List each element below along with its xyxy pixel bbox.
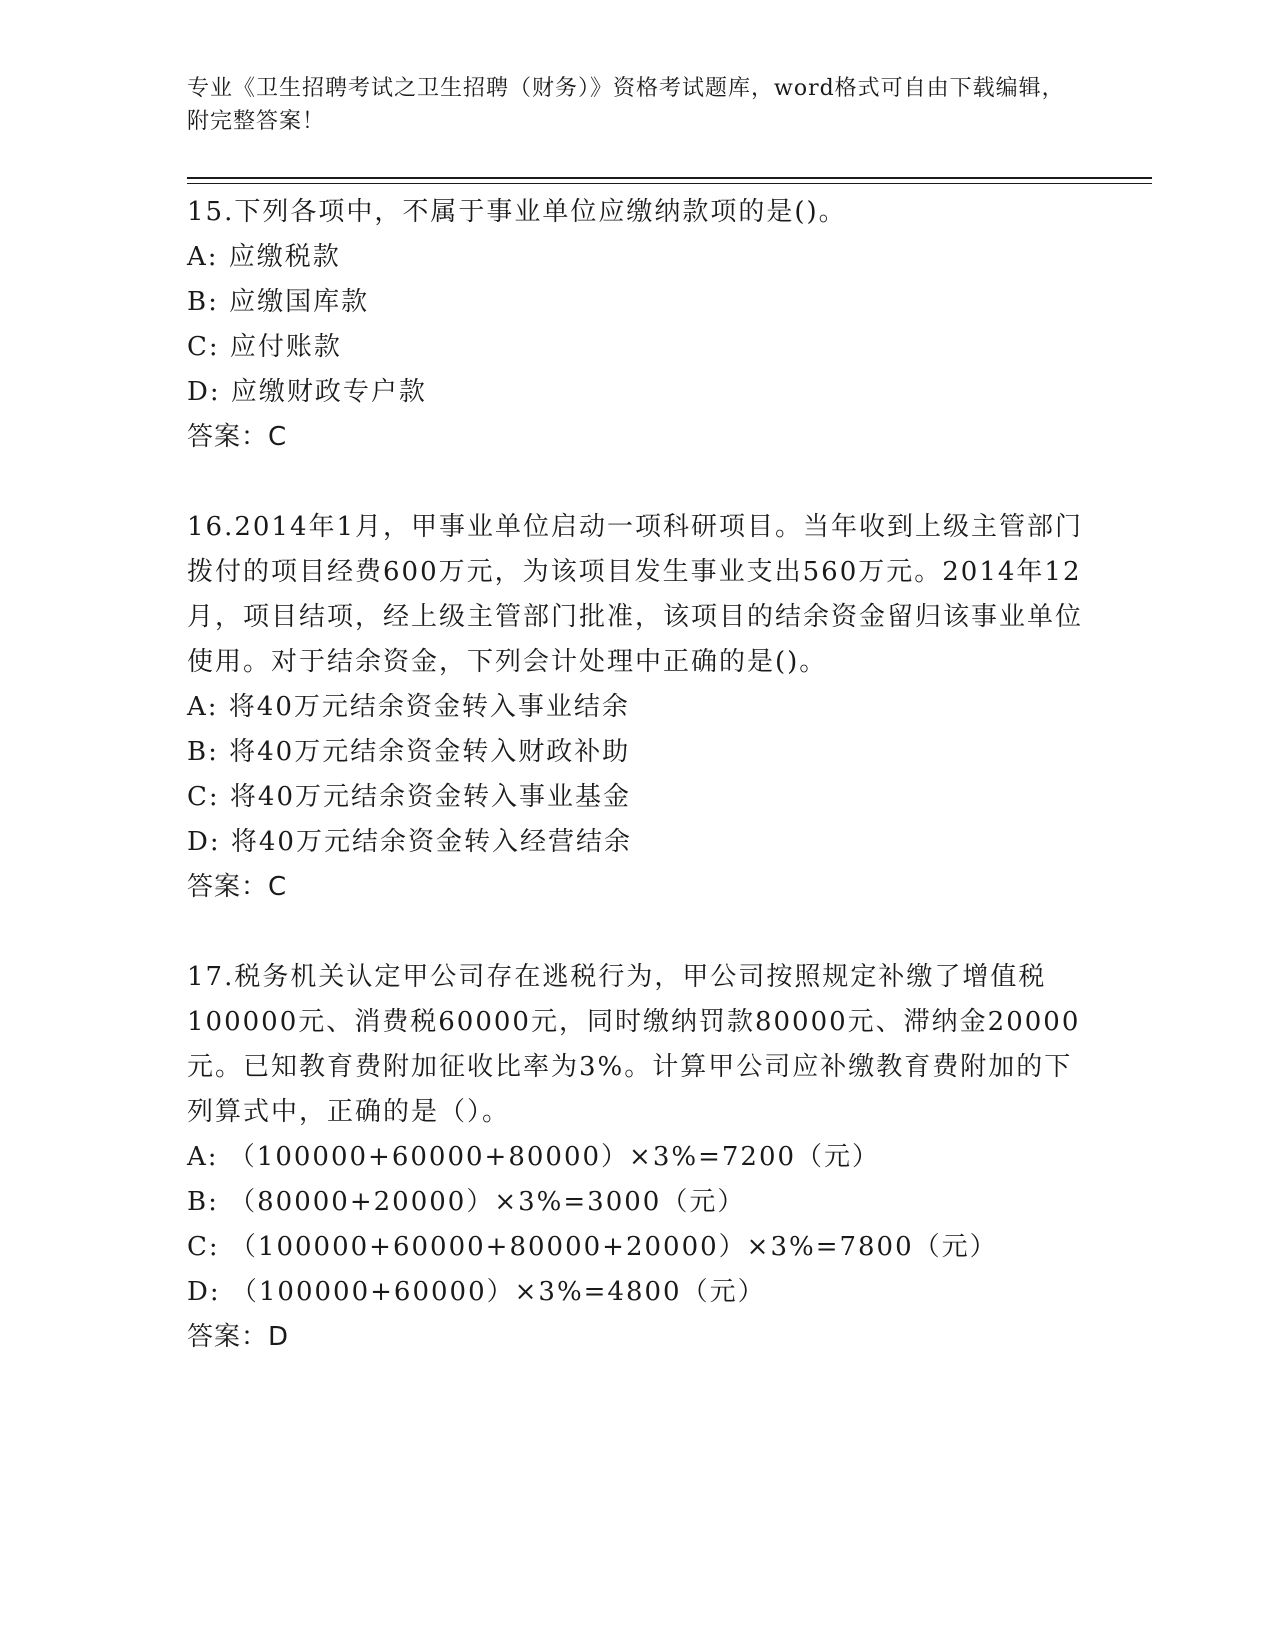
question-17 [187, 955, 1087, 1360]
option-d: D: 将40万元结余资金转入经营结余 [187, 827, 632, 857]
question-stem: 17.税务机关认定甲公司存在逃税行为，甲公司按照规定补缴了增值税100000元、消费税60000元，同时缴纳罚款80000元、滞纳金20000元。已知教育费附加征收比率为3%。计算甲公司应补缴教育费附加的下列算式中，正确的是（）。 [187, 962, 1081, 1127]
option-a: A: 将40万元结余资金转入事业结余 [187, 692, 630, 722]
option-b: B: （80000+20000）×3%=3000（元） [187, 1187, 746, 1217]
option-b: B: 应缴国库款 [187, 287, 370, 317]
option-a: A: （100000+60000+80000）×3%=7200（元） [187, 1142, 881, 1172]
header-text: 专业《卫生招聘考试之卫生招聘（财务）》资格考试题库，word格式可自由下载编辑，附完整答案！ [187, 76, 1065, 134]
option-c: C: 应付账款 [187, 332, 342, 362]
header-divider-thick [187, 177, 1152, 179]
answer: 答案：D [187, 1322, 290, 1352]
option-d: D: 应缴财政专户款 [187, 377, 427, 407]
question-stem: 15.下列各项中，不属于事业单位应缴纳款项的是()。 [187, 197, 847, 227]
option-c: C: 将40万元结余资金转入事业基金 [187, 782, 632, 812]
question-spacer [187, 910, 1087, 955]
document-header [187, 72, 1087, 138]
question-16 [187, 505, 1087, 910]
question-stem: 16.2014年1月，甲事业单位启动一项科研项目。当年收到上级主管部门拨付的项目经费600万元，为该项目发生事业支出560万元。2014年12月，项目结项，经上级主管部门批准，该项目的结余资金留归该事业单位使用。对于结余资金，下列会计处理中正确的是()。 [187, 512, 1084, 677]
option-a: A: 应缴税款 [187, 242, 341, 272]
question-spacer [187, 460, 1087, 505]
option-b: B: 将40万元结余资金转入财政补助 [187, 737, 631, 767]
answer: 答案：C [187, 422, 288, 452]
question-15 [187, 190, 1087, 460]
answer: 答案：C [187, 872, 288, 902]
option-d: D: （100000+60000）×3%=4800（元） [187, 1277, 766, 1307]
header-divider-thin [187, 183, 1152, 184]
option-c: C: （100000+60000+80000+20000）×3%=7800（元） [187, 1232, 998, 1262]
question-list [187, 190, 1087, 1360]
